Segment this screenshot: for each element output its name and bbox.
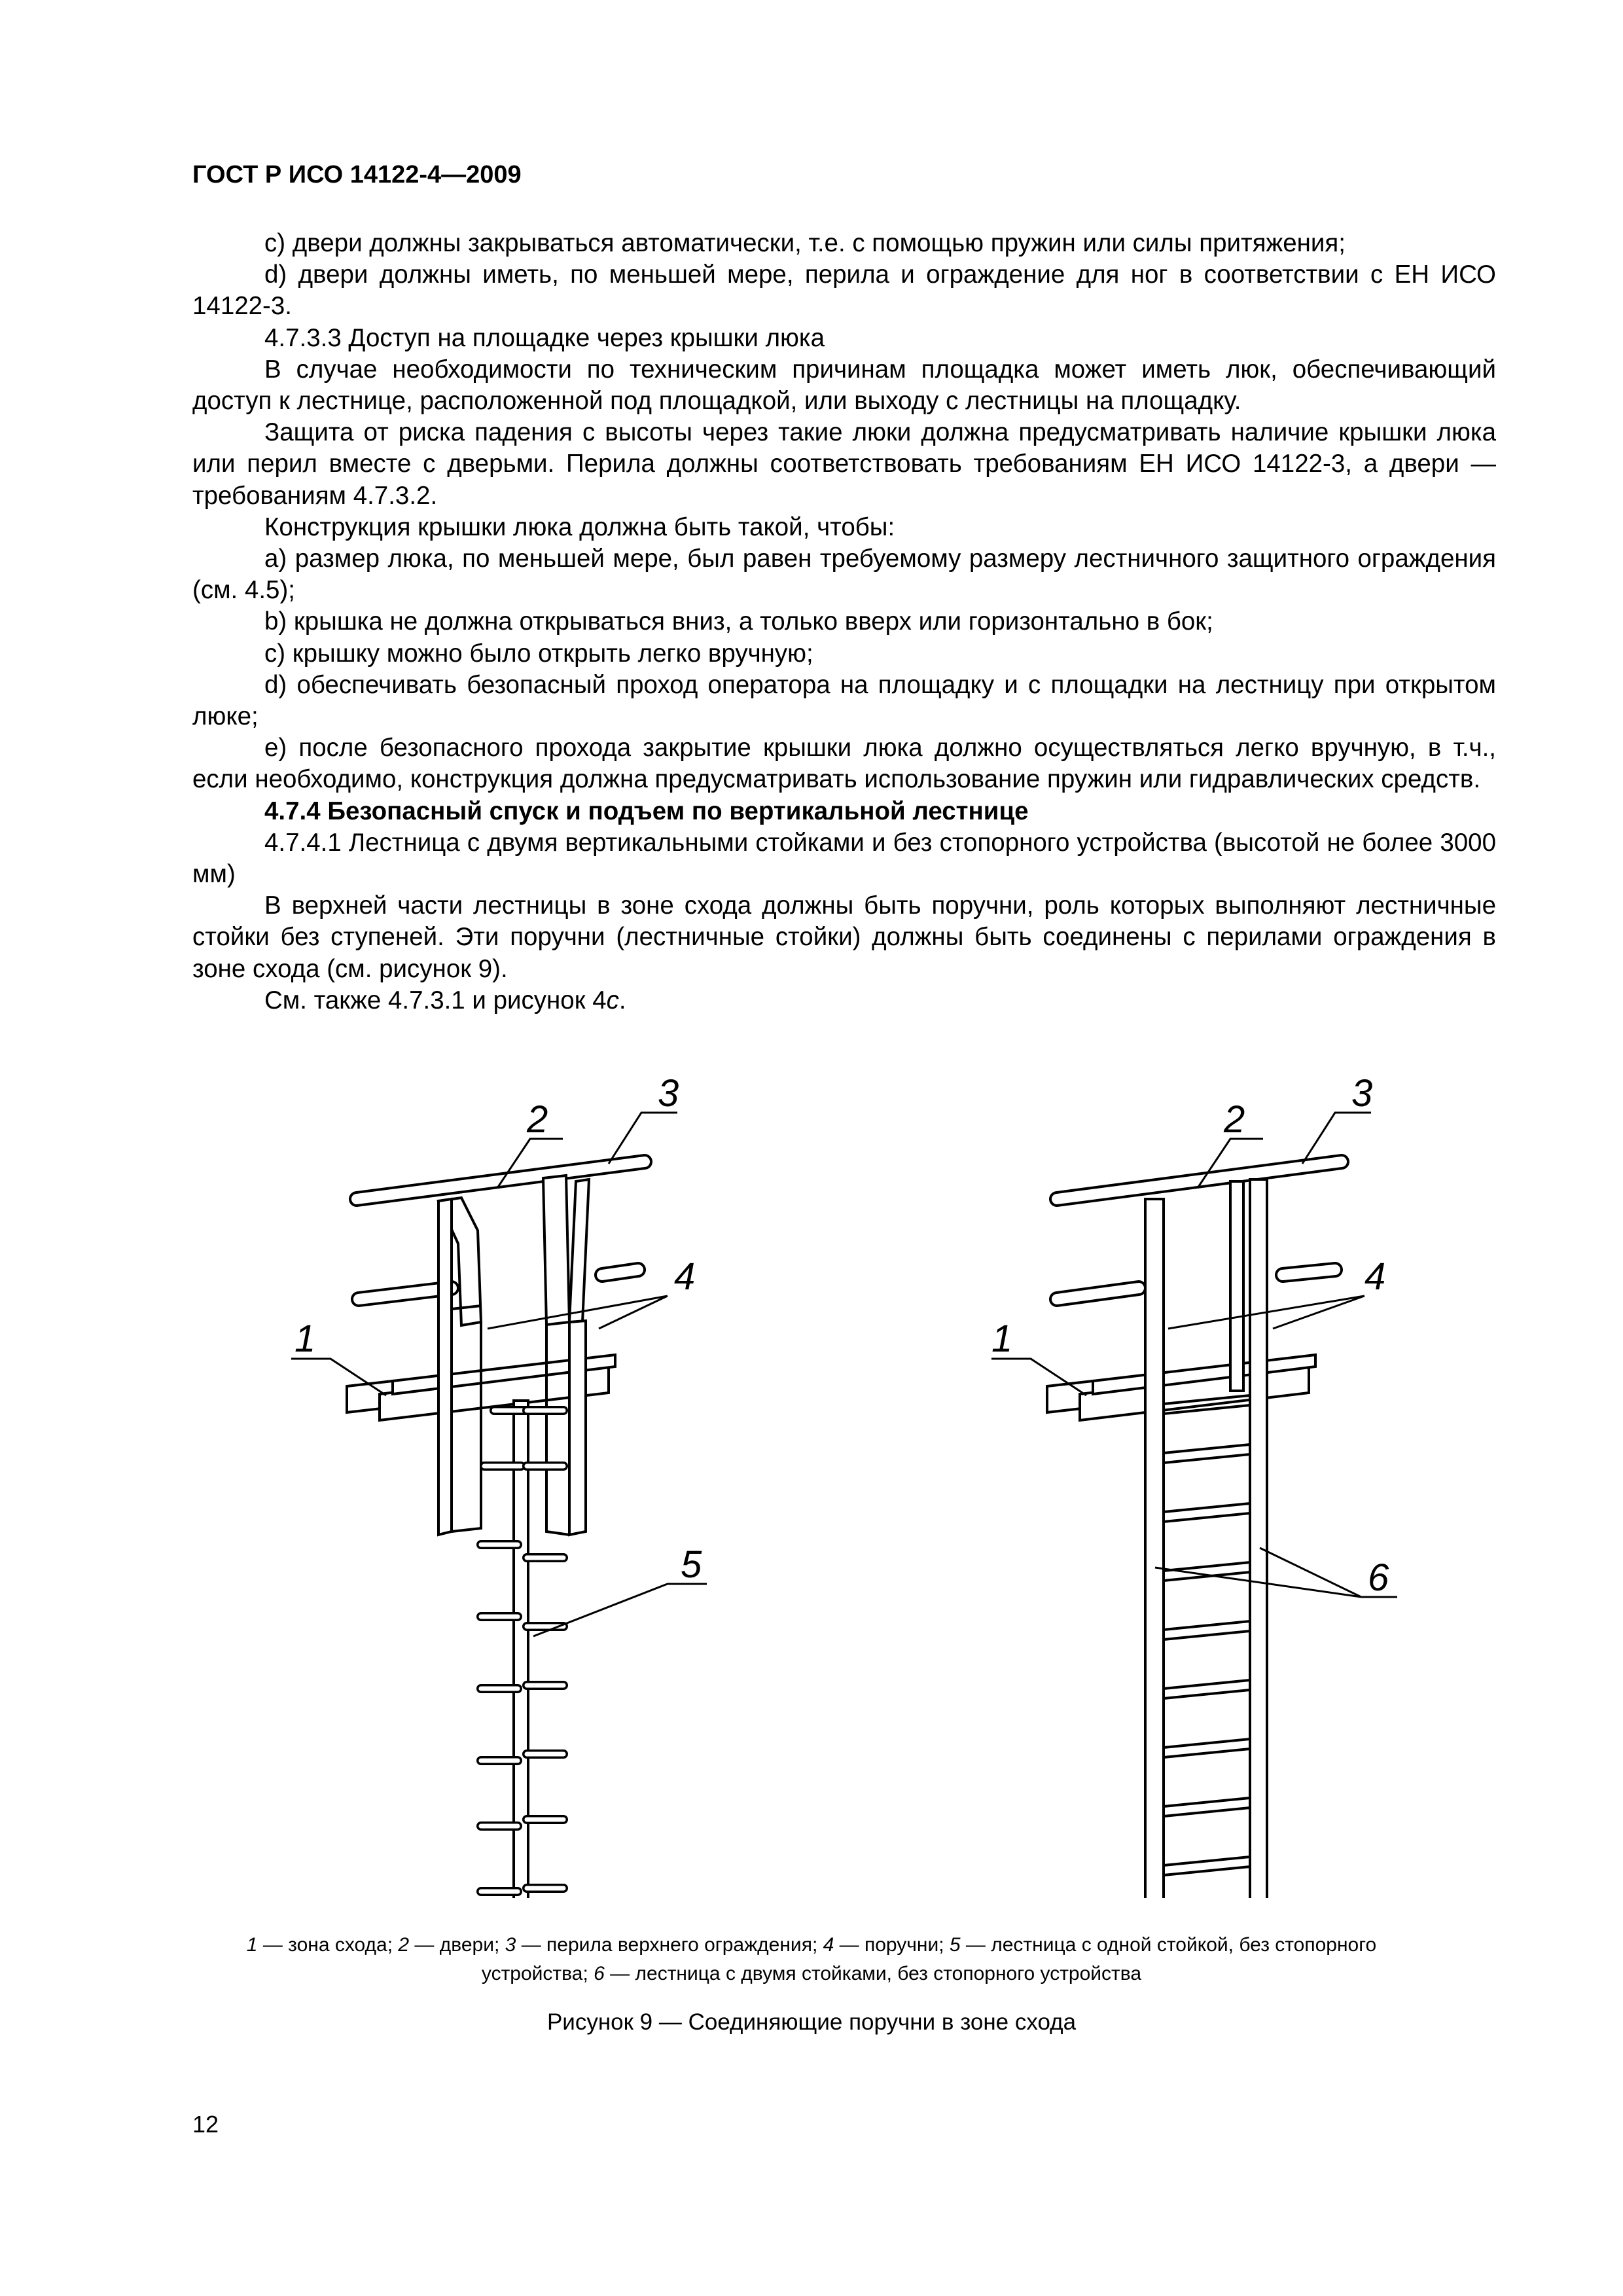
list-item: b) крышка не должна открываться вниз, а только вверх или горизонтально в бок; <box>264 607 1213 636</box>
legend-num: 2 <box>398 1934 410 1956</box>
legend-text: — двери; <box>409 1934 505 1956</box>
label-5: 5 <box>681 1543 702 1586</box>
label-6: 6 <box>1368 1556 1389 1599</box>
legend-text: — лестница с двумя стойками, без стопорного устройства <box>604 1963 1142 1984</box>
list-item: e) после безопасного прохода закрытие крышки люка должно осуществляться легко вручную, в т.ч., если необходимо, конструкция должна предусматривать использование пружин или гидравлических средств. <box>192 734 1496 794</box>
legend-text: — поручни; <box>834 1934 950 1956</box>
legend-num: 3 <box>505 1934 516 1956</box>
label-1-right: 1 <box>991 1318 1013 1360</box>
paragraph: Конструкция крышки люка должна быть такой, чтобы: <box>264 512 895 541</box>
legend-text: — лестница с одной стойкой, без стопорного устройства; <box>481 1934 1377 1984</box>
platform <box>1047 1355 1315 1420</box>
paragraph: Защита от риска падения с высоты через такие люки должна предусматривать наличие крышки люка или перил вместе с дверьми. Перила должны соответствовать требованиям ЕН ИСО 14122-3, а двери — требованиям 4.7.3.2. <box>192 418 1496 510</box>
list-item: d) обеспечивать безопасный проход оператора на площадку и с площадки на лестницу при открытом люке; <box>192 670 1496 731</box>
label-3-left: 3 <box>658 1072 679 1115</box>
left-ladder-drawing <box>291 1113 707 1898</box>
section-heading: 4.7.4 Безопасный спуск и подъем по вертикальной лестнице <box>264 797 1029 825</box>
single-post-ladder <box>481 1401 563 1898</box>
paragraph: 4.7.4.1 Лестница с двумя вертикальными стойками и без стопорного устройства (высотой не более 3000 мм) <box>192 828 1496 889</box>
legend-num: 5 <box>949 1934 961 1956</box>
document-header: ГОСТ Р ИСО 14122-4—2009 <box>192 161 522 188</box>
paragraph: 4.7.3.3 Доступ на площадке через крышки люка <box>264 323 825 352</box>
ladder-drawing <box>0 1047 1623 1898</box>
legend-num: 6 <box>594 1963 605 1984</box>
page-number: 12 <box>192 2111 219 2138</box>
legend-num: 1 <box>246 1934 258 1956</box>
left-stile <box>1145 1199 1164 1898</box>
paragraph: В случае необходимости по техническим причинам площадка может иметь люк, обеспечивающий доступ к лестнице, расположенной под площадкой, или выходу с лестницы на площадку. <box>192 355 1496 416</box>
door-left <box>438 1198 481 1535</box>
figure-title: Рисунок 9 — Соединяющие поручни в зоне схода <box>546 2009 1077 2035</box>
top-rail <box>1057 1162 1342 1199</box>
paragraph: d) двери должны иметь, по меньшей мере, перила и ограждение для ног в соответствии с ЕН ИСО 14122-3. <box>192 260 1496 321</box>
see-also: См. также 4.7.3.1 и рисунок 4c. <box>264 986 626 1014</box>
label-2-left: 2 <box>527 1098 548 1141</box>
list-item: c) крышку можно было открыть легко вручную; <box>264 639 813 668</box>
middle-rail <box>1057 1270 1335 1299</box>
label-1-left: 1 <box>294 1318 316 1360</box>
body-text <box>192 228 1496 1016</box>
legend-num: 4 <box>823 1934 834 1956</box>
legend-text: — перила верхнего ограждения; <box>516 1934 823 1956</box>
right-ladder-drawing <box>991 1113 1397 1898</box>
paragraph: В верхней части лестницы в зоне схода должны быть поручни, роль которых выполняют лестничные стойки без ступеней. Эти поручни (лестничные стойки) должны быть соединены с перилами ограждения в зоне схода (см. рисунок 9). <box>192 891 1496 983</box>
label-4-right: 4 <box>1364 1255 1386 1298</box>
label-4-left: 4 <box>674 1255 696 1298</box>
right-stile <box>1230 1179 1267 1898</box>
see-also-suffix: c <box>606 986 619 1014</box>
list-item: a) размер люка, по меньшей мере, был равен требуемому размеру лестничного защитного ограждения (см. 4.5); <box>192 545 1496 605</box>
see-also-text: См. также 4.7.3.1 и рисунок 4 <box>264 986 607 1014</box>
figure-legend <box>196 1931 1427 1988</box>
door-right <box>543 1175 589 1535</box>
label-2-right: 2 <box>1224 1098 1245 1141</box>
figure-9 <box>0 1047 1623 1898</box>
paragraph: c) двери должны закрываться автоматически, т.е. с помощью пружин или силы притяжения; <box>264 229 1346 257</box>
label-3-right: 3 <box>1351 1072 1373 1115</box>
top-rail <box>357 1162 645 1199</box>
rungs <box>1164 1395 1250 1875</box>
legend-text: — зона схода; <box>257 1934 399 1956</box>
middle-rail <box>359 1270 638 1299</box>
